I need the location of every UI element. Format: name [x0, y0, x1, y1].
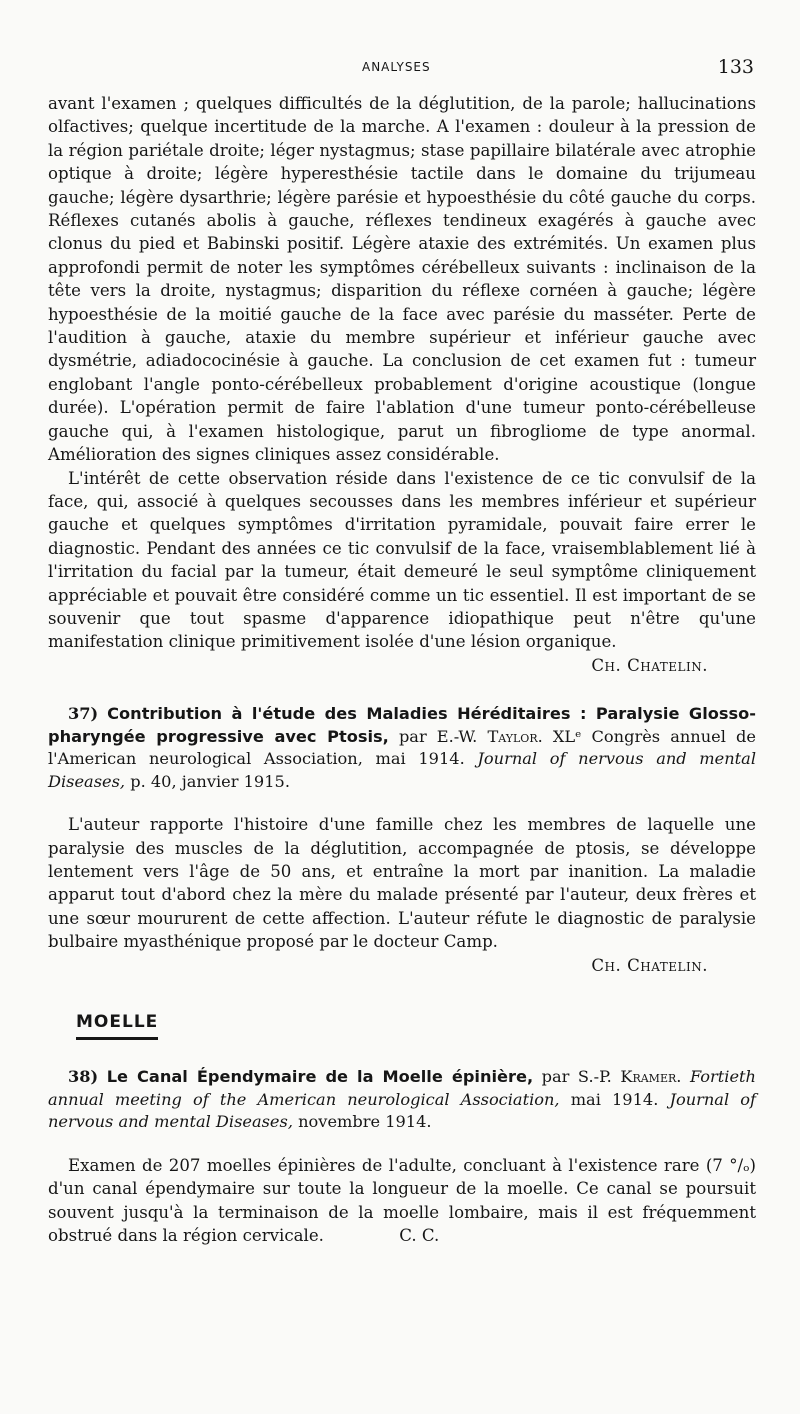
- article-title: Contribution à l'étude des Maladies Héréditaires : Paralysie Glosso-pharyngée progressive avec Ptosis,: [48, 704, 756, 746]
- continuation-paragraph: avant l'examen ; quelques difficultés de la déglutition, de la parole; hallucinations olfactives; quelque incertitude de la marche. A l'examen : douleur à la pression de la région pariétale droite; léger nystagmus; stase papillaire bilatérale avec atrophie optique à droite; légère hyperesthésie tactile dans le domaine du trijumeau gauche; légère dysarthrie; légère parésie et hypoesthésie du côté gauche du corps. Réflexes cutanés abolis à gauche, réflexes tendineux exagérés à gauche avec clonus du pied et Babinski positif. Légère ataxie des extrémités. Un examen plus approfondi permit de noter les symptômes cérébelleux suivants : inclinaison de la tête vers la droite, nystagmus; disparition du réflexe cornéen à gauche; légère hypoesthésie de la moitié gauche de la face avec parésie du masséter. Perte de l'audition à gauche, ataxie du membre supérieur et inférieur gauche avec dysmétrie, adiadococinésie à gauche. La conclusion de cet examen fut : tumeur englobant l'angle ponto-cérébelleux probablement d'origine acoustique (longue durée). L'opération permit de faire l'ablation d'une tumeur ponto-cérébelleuse gauche qui, à l'examen histologique, parut un fibrogliome de type anormal. Amélioration des signes cliniques assez considérable.: [48, 94, 756, 465]
- article-37-heading: [48, 703, 756, 793]
- page-body: [48, 92, 756, 1248]
- article-congress: XLᵉ Congrès annuel de l'American neurological Association, mai 1914.: [48, 726, 756, 769]
- article-number: 37): [68, 704, 99, 724]
- signature: C. C.: [399, 1226, 440, 1246]
- article-by: par E.-W.: [398, 726, 478, 746]
- interest-paragraph: L'intérêt de cette observation réside dans l'existence de ce tic convulsif de la face, qui, associé à quelques secousses dans les membres inférieur et supérieur gauche et quelques symptômes d'irritation pyramidale, pouvait faire errer le diagnostic. Pendant des années ce tic convulsif de la face, vraisemblablement lié à l'irritation du facial par la tumeur, était demeuré le seul symptôme cliniquement appréciable et pouvait être considéré comme un tic essentiel. Il est important de se souvenir que tout spasme d'apparence idiopathique peut n'être qu'une manifestation clinique primitivement isolée d'une lésion organique.: [48, 468, 756, 652]
- article-38-heading: [48, 1066, 756, 1134]
- article-37-text: L'auteur rapporte l'histoire d'une famille chez les membres de laquelle une paralysie des muscles de la déglutition, accompagnée de ptosis, se développe lentement vers l'âge de 50 ans, et entraîne la mort par inanition. La maladie apparut tout d'abord chez la mère du malade présenté par l'auteur, deux frères et une sœur moururent de cette affection. L'auteur réfute le diagnostic de paralysie bulbaire myasthénique proposé par le docteur Camp.: [48, 815, 756, 952]
- article-title: Le Canal Épendymaire de la Moelle épinière,: [106, 1067, 534, 1087]
- section-title-moelle: MOELLE: [76, 1011, 158, 1040]
- article-journal: Journal of nervous and mental Diseases,: [48, 1089, 756, 1132]
- signature: Ch. Chatelin.: [591, 655, 708, 675]
- article-date: mai 1914.: [570, 1089, 659, 1109]
- article-ref: novembre 1914.: [298, 1112, 432, 1132]
- signature: Ch. Chatelin.: [591, 955, 708, 975]
- page-header: [0, 56, 800, 80]
- article-38-text: [48, 1154, 756, 1248]
- article-ref: p. 40, janvier 1915.: [130, 771, 290, 791]
- article-author: Taylor.: [487, 726, 543, 746]
- article-38-body: Examen de 207 moelles épinières de l'adulte, concluant à l'existence rare (7 °/ₒ) d'un canal épendymaire sur toute la longueur de la moelle. Ce canal se poursuit souvent jusqu'à la terminaison de la moelle lombaire, mais il est fréquemment obstrué dans la région cervicale.: [48, 1155, 756, 1246]
- article-author: Kramer.: [620, 1067, 682, 1087]
- article-meeting: Fortieth annual meeting of the American neurological Association,: [48, 1067, 756, 1109]
- article-journal: Journal of nervous and mental Diseases,: [48, 749, 756, 791]
- article-number: 38): [68, 1067, 99, 1087]
- article-by: par S.-P.: [541, 1067, 612, 1087]
- page-number: 133: [717, 56, 754, 78]
- running-head: ANALYSES: [362, 60, 431, 74]
